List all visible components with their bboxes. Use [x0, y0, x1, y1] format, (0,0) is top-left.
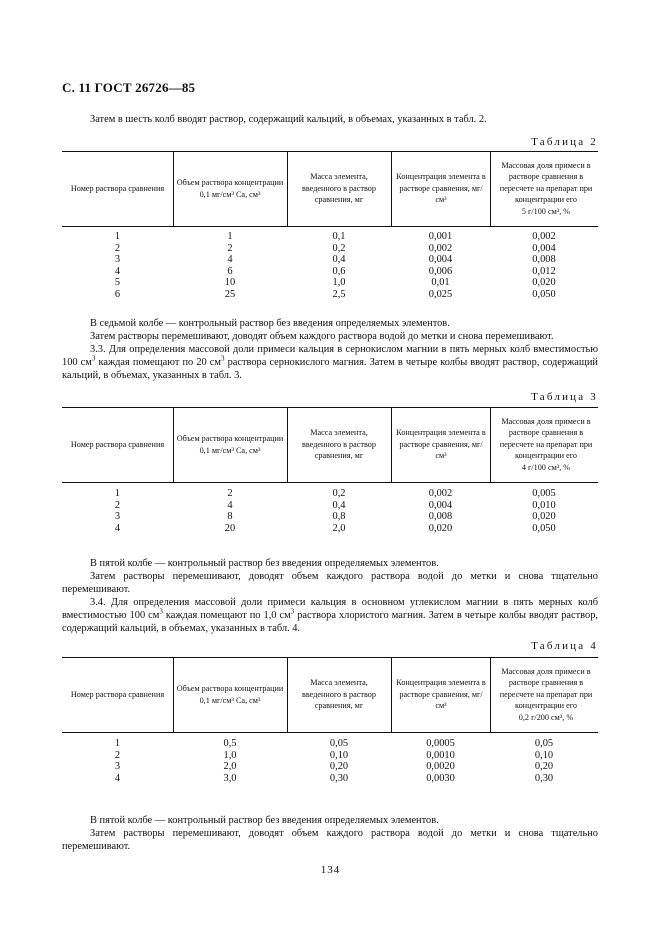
table-2-header-fraction: Массовая доля примеси в растворе сравнения в пересчете на препарат при концентрации его 5 г/100 см³, % [499, 160, 593, 216]
table-2-col-concentration: 0,001 0,002 0,004 0,006 0,01 0,025 [428, 231, 453, 300]
paragraph-seventh-flask: В седьмой колбе — контрольный раствор без введения определяемых элементов. [90, 318, 450, 329]
table-3-header-mass: Масса элемента, введенного в раствор сравнения, мг [301, 428, 376, 461]
table-2-col-number: 1 2 3 4 5 6 [114, 231, 121, 300]
table-3-header-fraction: Массовая доля примеси в растворе сравнения в пересчете на препарат при концентрации его 4 г/100 см³, % [499, 416, 593, 472]
table-4-col-number: 1 2 3 4 [114, 738, 121, 784]
paragraph-fifth-flask-2: В пятой колбе — контрольный раствор без введения определяемых элементов. [90, 815, 439, 826]
table-4-header-fraction: Массовая доля примеси в растворе сравнения в пересчете на препарат при концентрации его 0,2 г/200 см³, % [499, 666, 593, 722]
table-2-header-volume: Объем раствора концентрации 0,1 мг/см³ Са, см³ [176, 178, 284, 199]
table-3-col-number: 1 2 3 4 [114, 488, 121, 534]
paragraph-3-3: 3.3. Для определения массовой доли примеси кальция в сернокислом магнии в пять мерных колб вместимостью 100 $см^3$ каждая помещают по 20 $см^3$ раствора сернокислого магния. Затем в четыре колбы вводят раствор, содержащий кальций, в объемах, указанных в табл. 3. [62, 344, 598, 382]
table-4 [62, 657, 598, 792]
table-4-col-fraction: 0,05 0,10 0,20 0,30 [534, 738, 554, 784]
table-4-header-number: Номер раствора сравнения [70, 689, 165, 699]
table-3 [62, 407, 598, 547]
table-4-header-mass: Масса элемента, введенного в раствор сравнения, мг [301, 678, 376, 711]
paragraph-mix-3: Затем растворы перемешивают, доводят объем каждого раствора водой до метки и снова тщательно перемешивают. [62, 828, 598, 853]
paragraph-mix-1: Затем растворы перемешивают, доводят объем каждого раствора водой до метки и снова перемешивают. [90, 331, 554, 342]
paragraph-fifth-flask-1: В пятой колбе — контрольный раствор без введения определяемых элементов. [90, 558, 439, 569]
page-header: С. 11 ГОСТ 26726—85 [62, 80, 196, 95]
table-2-header-mass: Масса элемента, введенного в раствор сравнения, мг [301, 172, 376, 205]
table-4-col-volume: 0,5 1,0 2,0 3,0 [223, 738, 237, 784]
table-4-header-volume: Объем раствора концентрации 0,1 мг/см³ Са, см³ [176, 684, 284, 705]
table-2-header-concentration: Концентрация элемента в растворе сравнения, мг/см³ [396, 172, 486, 205]
table-3-header-number: Номер раствора сравнения [70, 439, 165, 449]
table-2-col-volume: 1 2 4 6 10 25 [224, 231, 236, 300]
table-2 [62, 151, 598, 306]
table-2-col-fraction: 0,002 0,004 0,008 0,012 0,020 0,050 [532, 231, 556, 300]
table-4-header-concentration: Концентрация элемента в растворе сравнения, мг/см³ [396, 678, 486, 711]
table-2-header-number: Номер раствора сравнения [70, 183, 165, 193]
table-2-col-mass: 0,1 0,2 0,4 0,6 1,0 2,5 [332, 231, 346, 300]
table-3-col-concentration: 0,002 0,004 0,008 0,020 [428, 488, 453, 534]
table-2-label: Таблица 2 [531, 136, 598, 148]
page-number: 134 [320, 864, 341, 876]
paragraph-mix-2: Затем растворы перемешивают, доводят объем каждого раствора водой до метки и снова тщательно перемешивают. [62, 571, 598, 596]
table-4-col-concentration: 0,0005 0,0010 0,0020 0,0030 [426, 738, 455, 784]
paragraph-intro: Затем в шесть колб вводят раствор, содержащий кальций, в объемах, указанных в табл. 2. [90, 114, 487, 125]
table-3-col-fraction: 0,005 0,010 0,020 0,050 [532, 488, 556, 534]
paragraph-3-4: 3.4. Для определения массовой доли примеси кальция в основном углекислом магнии в пять мерных колб вместимостью 100 $см^3$ каждая помещают по 1,0 $см^3$ раствора хлористого магния. Затем в четыре колбы вводят раствор, содержащий кальций, в объемах, указанных в табл. 4. [62, 597, 599, 635]
table-3-header-volume: Объем раствора концентрации 0,1 мг/см³ Са, см³ [176, 434, 284, 455]
table-3-label: Таблица 3 [531, 391, 598, 403]
table-3-col-volume: 2 4 8 20 [224, 488, 236, 534]
table-4-col-mass: 0,05 0,10 0,20 0,30 [329, 738, 349, 784]
table-3-header-concentration: Концентрация элемента в растворе сравнения, мг/см³ [396, 428, 486, 461]
table-3-col-mass: 0,2 0,4 0,8 2,0 [332, 488, 346, 534]
table-4-label: Таблица 4 [531, 640, 598, 652]
